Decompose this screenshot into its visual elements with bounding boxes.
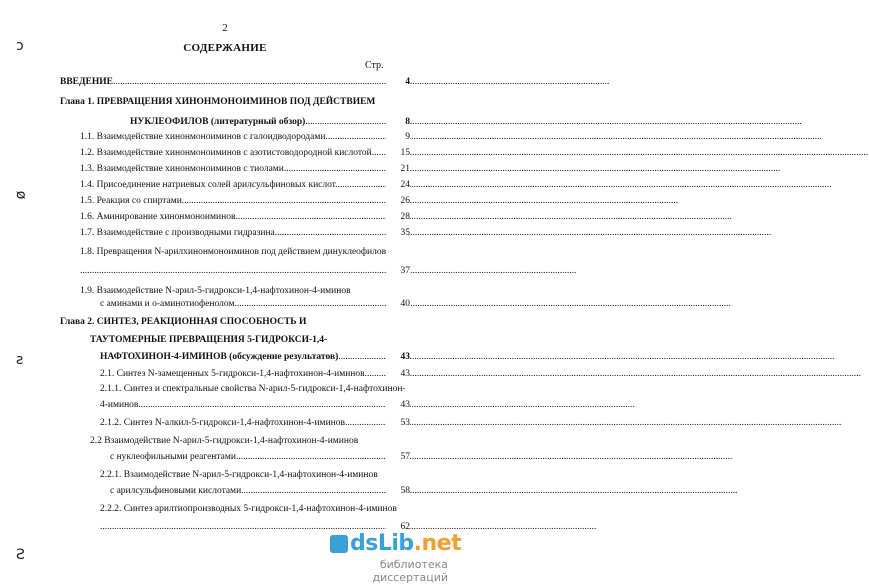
- toc-entry-text: 2.2.2. Синтез арилтиопроизводных 5-гидрокси-1,4-нафтохинон-4-иминов: [100, 504, 397, 514]
- toc-entry-text: 2.2.1. Взаимодействие N-арил-5-гидрокси-1,4-нафтохинон-4-иминов: [100, 470, 378, 480]
- toc-entry: [100, 399, 386, 411]
- toc-entry: [80, 246, 412, 258]
- toc-entry-text: ВВЕДЕНИЕ .....: [60, 77, 610, 87]
- toc-page-number: 28: [386, 211, 410, 223]
- toc-entry: [100, 469, 412, 481]
- toc-entry: [90, 435, 412, 447]
- toc-entry-text: Глава 1. ПРЕВРАЩЕНИЯ ХИНОНМОНОИМИНОВ ПОД ДЕЙСТВИЕМ: [60, 97, 376, 107]
- toc-page-number: 21: [386, 163, 410, 175]
- toc-entry: [80, 265, 386, 277]
- toc-entry: [100, 383, 412, 395]
- margin-mark: ↄ: [16, 38, 24, 54]
- toc-entry: [100, 417, 386, 429]
- watermark-logo: dsLib.net: [350, 531, 462, 556]
- toc-entry-text: 1.2. Взаимодействие хинонмоноиминов с азотистоводородной кислотой .....: [80, 148, 869, 158]
- watermark: [330, 531, 462, 584]
- toc-entry-text: 1.8. Превращения N-арилхинонмоноиминов под действием динуклеофилов: [80, 247, 387, 257]
- toc-entry-text: 1.9. Взаимодействие N-арил-5-гидрокси-1,4-нафтохинон-4-иминов: [80, 286, 351, 296]
- toc-entry-text: [80, 266, 577, 276]
- toc-entry: [100, 298, 386, 310]
- toc-entry: [80, 285, 412, 297]
- toc-entry-text: 1.3. Взаимодействие хинонмоноиминов с тиолами .....: [80, 164, 781, 174]
- toc-entry: [110, 451, 386, 463]
- toc-entry-text: 2.1. Синтез N-замещенных 5-гидрокси-1,4-нафтохинон-4-иминов .....: [100, 369, 862, 379]
- toc-entry-text: 1.1. Взаимодействие хинонмоноиминов с галоидводородами .....: [80, 132, 823, 142]
- page-title: СОДЕРЖАНИЕ: [183, 42, 267, 54]
- toc-page-number: 43: [386, 399, 410, 411]
- toc-page-number: 58: [386, 485, 410, 497]
- toc-entry-text: НАФТОХИНОН-4-ИМИНОВ (обсуждение результатов) .....: [100, 352, 836, 362]
- watermark-subtitle: библиотека диссертаций: [372, 558, 448, 584]
- toc-page-number: 53: [386, 417, 410, 429]
- toc-entry-text: НУКЛЕОФИЛОВ (литературный обзор) .....: [130, 117, 803, 127]
- toc-entry: [80, 211, 386, 223]
- toc-entry-text: 1.7. Взаимодействие с производными гидразина .....: [80, 228, 772, 238]
- toc-entry-text: с аминами и о-аминотиофенолом .....: [100, 299, 732, 309]
- toc-entry: [80, 163, 386, 175]
- toc-entry-text: 2.1.2. Синтез N-алкил-5-гидрокси-1,4-нафтохинон-4-иминов .....: [100, 418, 842, 428]
- toc-page-number: 15: [386, 147, 410, 159]
- dslib-logo-icon: [330, 535, 348, 553]
- toc-page-number: 37: [386, 265, 410, 277]
- toc-entry: [90, 334, 412, 346]
- toc-entry-text: 1.5. Реакция со спиртами .....: [80, 196, 679, 206]
- toc-entry-text: с нуклеофильными реагентами .....: [110, 452, 733, 462]
- toc-page-number: 43: [386, 351, 410, 363]
- toc-entry: [130, 116, 386, 128]
- toc-entry-text: 2.2 Взаимодействие N-арил-5-гидрокси-1,4-нафтохинон-4-иминов: [90, 436, 359, 446]
- toc-page-number: 4: [386, 76, 410, 88]
- toc-page-number: 24: [386, 179, 410, 191]
- page-column-label: Стр.: [365, 60, 384, 71]
- toc-entry: [100, 351, 386, 363]
- toc-page-number: 26: [386, 195, 410, 207]
- toc-entry-text: 1.4. Присоединение натриевых солей арилсульфиновых кислот .....: [80, 180, 833, 190]
- toc-entry: [80, 195, 386, 207]
- toc-entry: [100, 503, 412, 515]
- toc-entry: [60, 76, 386, 88]
- toc-entry-text: Глава 2. СИНТЕЗ, РЕАКЦИОННАЯ СПОСОБНОСТЬ И: [60, 317, 307, 327]
- toc-entry-text: 2.1.1. Синтез и спектральные свойства N-арил-5-гидрокси-1,4-нафтохинон-: [100, 384, 406, 394]
- margin-mark: ƨ: [16, 352, 24, 368]
- toc-page-number: 35: [386, 227, 410, 239]
- toc-page-number: 62: [386, 521, 410, 533]
- toc-entry: [80, 131, 386, 143]
- toc-entry: [80, 147, 386, 159]
- toc-entry: [80, 227, 386, 239]
- toc-page-number: 57: [386, 451, 410, 463]
- margin-mark: ᴓ: [16, 187, 26, 203]
- margin-mark: Ƨ: [16, 547, 25, 563]
- toc-entry: [80, 179, 386, 191]
- toc-page-number: 43: [386, 368, 410, 380]
- toc-entry: [60, 316, 412, 328]
- toc-entry-text: 4-иминов .....: [100, 400, 636, 410]
- toc-entry-text: с арилсульфиновыми кислотами .....: [110, 486, 739, 496]
- toc-page-number: 40: [386, 298, 410, 310]
- toc-page-number: 8: [386, 116, 410, 128]
- toc-entry: [100, 368, 386, 380]
- toc-entry: [110, 485, 386, 497]
- toc-page-number: 9: [386, 131, 410, 143]
- toc-entry: [60, 96, 412, 108]
- toc-entry-text: ТАУТОМЕРНЫЕ ПРЕВРАЩЕНИЯ 5-ГИДРОКСИ-1,4-: [90, 335, 328, 345]
- page-number: 2: [222, 22, 228, 34]
- toc-entry-text: 1.6. Аминирование хинонмоноиминов .....: [80, 212, 733, 222]
